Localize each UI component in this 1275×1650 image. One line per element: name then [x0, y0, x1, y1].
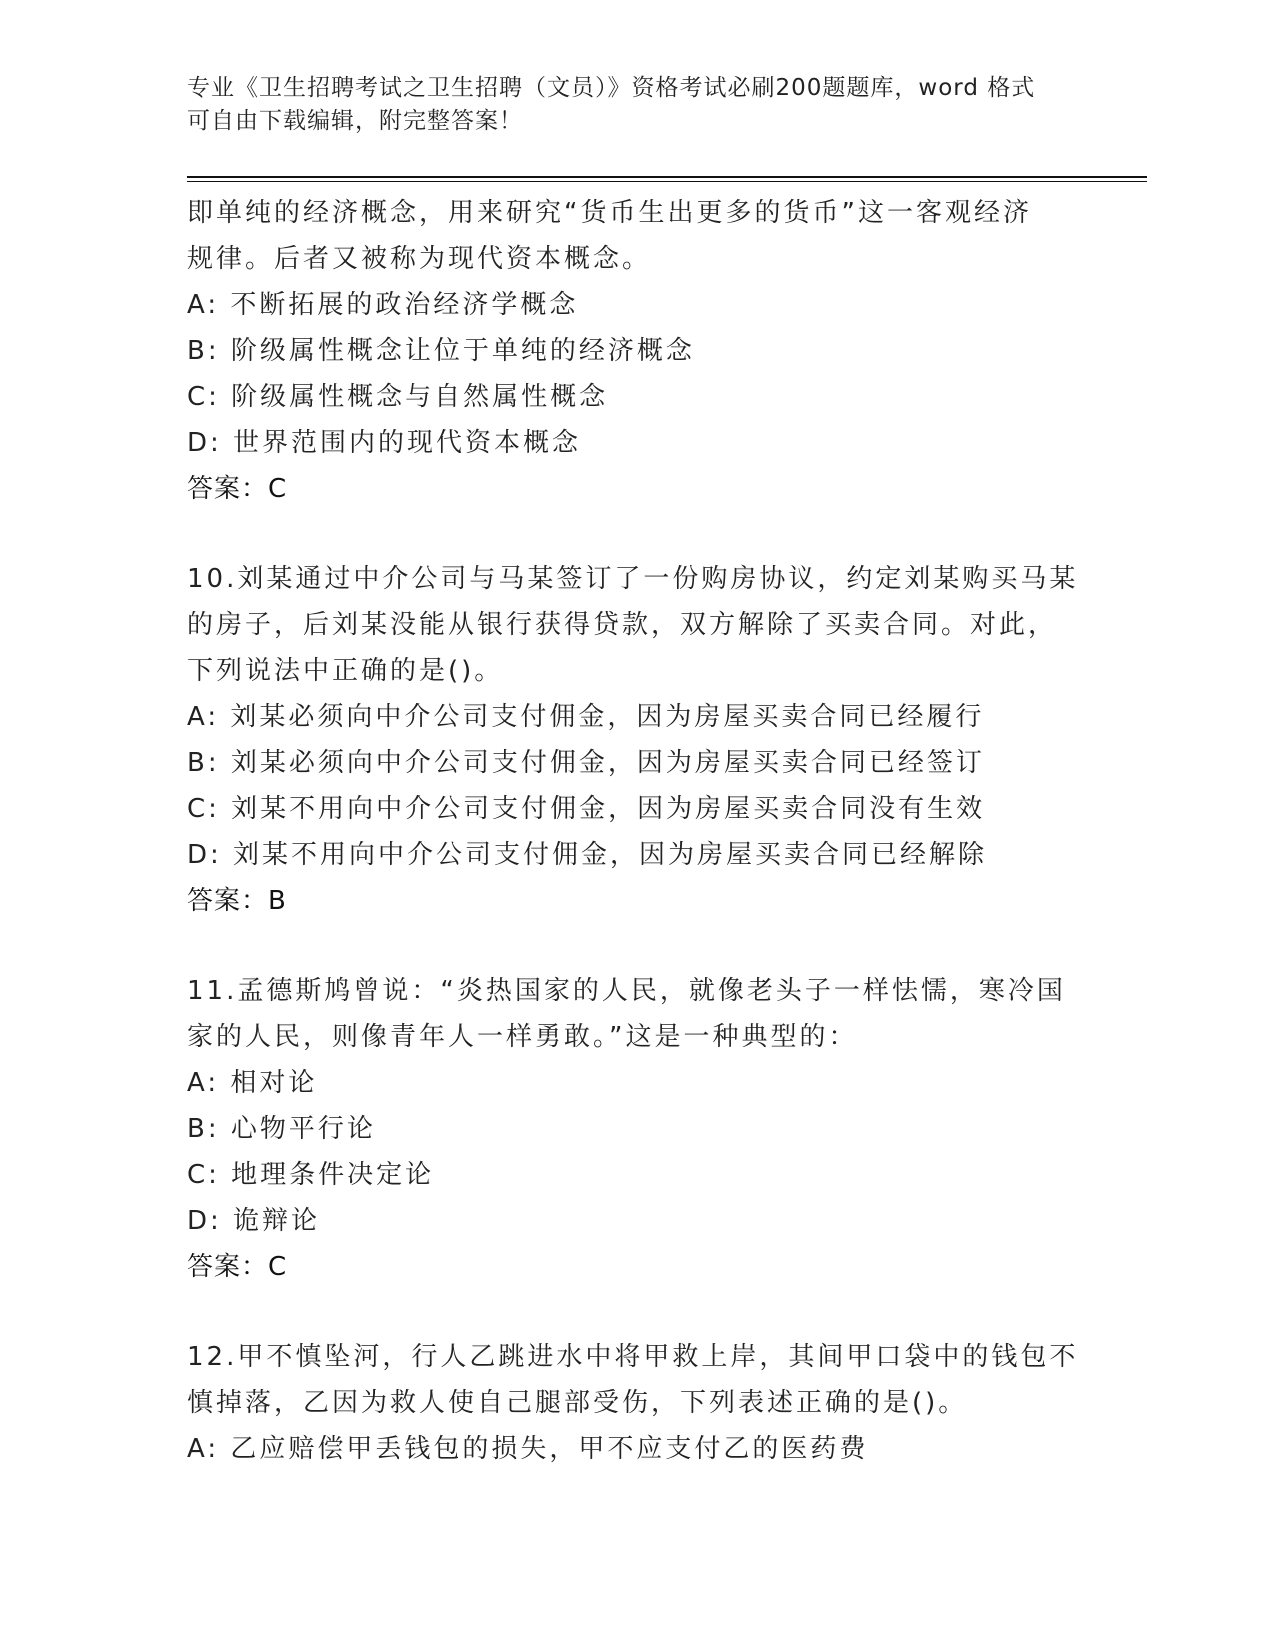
spacer [187, 512, 1087, 556]
answer-line: 答案：C [187, 1252, 288, 1282]
option-b: B: 阶级属性概念让位于单纯的经济概念 [187, 336, 695, 366]
question-text-line: 即单纯的经济概念，用来研究“货币生出更多的货币”这一客观经济 [187, 198, 1032, 228]
option-b: B: 心物平行论 [187, 1114, 376, 1144]
question-text-line: 家的人民，则像青年人一样勇敢。”这是一种典型的： [187, 1022, 858, 1052]
spacer [187, 924, 1087, 968]
question-10 [187, 556, 1087, 924]
answer-line: 答案：C [187, 474, 288, 504]
option-d: D: 刘某不用向中介公司支付佣金，因为房屋买卖合同已经解除 [187, 840, 988, 870]
option-d: D: 世界范围内的现代资本概念 [187, 428, 582, 458]
option-a: A: 不断拓展的政治经济学概念 [187, 290, 579, 320]
header-title-line-1: 专业《卫生招聘考试之卫生招聘（文员）》资格考试必刷200题题库，word 格式 [187, 75, 1036, 101]
question-text-line: 10.刘某通过中介公司与马某签订了一份购房协议，约定刘某购买马某 [187, 564, 1079, 594]
option-a: A: 相对论 [187, 1068, 318, 1098]
question-text-line: 下列说法中正确的是()。 [187, 656, 504, 686]
option-b: B: 刘某必须向中介公司支付佣金，因为房屋买卖合同已经签订 [187, 748, 985, 778]
option-a: A: 刘某必须向中介公司支付佣金，因为房屋买卖合同已经履行 [187, 702, 985, 732]
header-divider-thick [187, 176, 1147, 178]
question-12 [187, 1334, 1087, 1472]
answer-line: 答案：B [187, 886, 287, 916]
option-d: D: 诡辩论 [187, 1206, 321, 1236]
option-c: C: 阶级属性概念与自然属性概念 [187, 382, 609, 412]
question-text-line: 慎掉落，乙因为救人使自己腿部受伤，下列表述正确的是()。 [187, 1388, 968, 1418]
document-body [187, 190, 1087, 1472]
question-text-line: 的房子，后刘某没能从银行获得贷款，双方解除了买卖合同。对此， [187, 610, 1058, 640]
option-c: C: 地理条件决定论 [187, 1160, 435, 1190]
question-text-line: 12.甲不慎坠河，行人乙跳进水中将甲救上岸，其间甲口袋中的钱包不 [187, 1342, 1079, 1372]
spacer [187, 1290, 1087, 1334]
question-9-continuation [187, 190, 1087, 512]
question-text-line: 规律。后者又被称为现代资本概念。 [187, 244, 652, 274]
question-text-line: 11.孟德斯鸠曾说：“炎热国家的人民，就像老头子一样怯懦，寒冷国 [187, 976, 1066, 1006]
header-title-line-2: 可自由下载编辑，附完整答案！ [187, 108, 523, 134]
document-header [187, 72, 1087, 138]
header-divider-thin [187, 181, 1147, 182]
option-a: A: 乙应赔偿甲丢钱包的损失，甲不应支付乙的医药费 [187, 1434, 869, 1464]
question-11 [187, 968, 1087, 1290]
option-c: C: 刘某不用向中介公司支付佣金，因为房屋买卖合同没有生效 [187, 794, 986, 824]
